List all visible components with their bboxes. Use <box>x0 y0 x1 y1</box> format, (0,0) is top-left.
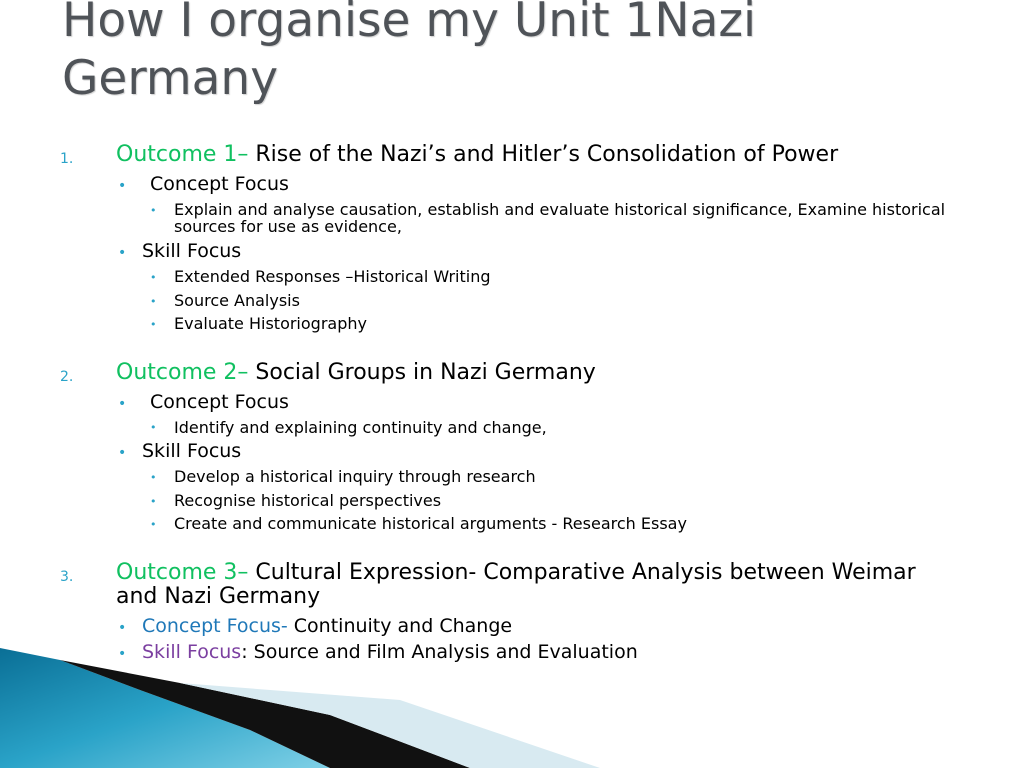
bullet-icon: • <box>150 271 157 284</box>
list-number: 3. <box>60 569 74 585</box>
skill-focus-line <box>142 641 638 663</box>
skill-item: Recognise historical perspectives <box>174 491 442 510</box>
bullet-icon: • <box>118 646 127 662</box>
concept-focus-label: Concept Focus- <box>142 615 294 637</box>
outcome-title: Cultural Expression- Comparative Analysis between Weimar and Nazi Germany <box>116 560 916 609</box>
skill-item: Evaluate Historiography <box>174 314 367 333</box>
outcome-label: Outcome 3– <box>116 560 256 585</box>
bullet-icon: • <box>118 396 127 412</box>
slide-title: How I organise my Unit 1Nazi Germany <box>62 0 757 106</box>
bullet-icon: • <box>118 445 127 461</box>
bullet-icon: • <box>150 518 157 531</box>
bullet-icon: • <box>118 620 127 636</box>
concept-focus-label: Concept Focus <box>150 173 289 195</box>
skill-item: Extended Responses –Historical Writing <box>174 267 491 286</box>
skill-item: Create and communicate historical arguments - Research Essay <box>174 514 687 533</box>
list-number: 1. <box>60 151 74 167</box>
concept-item: Explain and analyse causation, establish and evaluate historical significance, Examine historical sources for use as evidence, <box>174 200 946 236</box>
outcome-label: Outcome 2– <box>116 360 256 385</box>
bullet-icon: • <box>150 318 157 331</box>
skill-item: Source Analysis <box>174 291 300 310</box>
concept-item: Identify and explaining continuity and change, <box>174 418 547 437</box>
skill-focus-label: Skill Focus <box>142 240 242 262</box>
bullet-icon: • <box>118 245 127 261</box>
concept-focus-line <box>142 615 512 637</box>
skill-focus-text: : Source and Film Analysis and Evaluation <box>241 641 638 663</box>
outcome-heading <box>116 561 956 609</box>
bullet-icon: • <box>150 204 157 217</box>
outcome-title: Rise of the Nazi’s and Hitler’s Consolidation of Power <box>255 142 839 167</box>
skill-focus-label: Skill Focus <box>142 641 242 663</box>
bullet-icon: • <box>150 471 157 484</box>
outcome-heading <box>116 143 956 167</box>
outcome-heading <box>116 361 956 385</box>
bullet-icon: • <box>150 421 157 434</box>
skill-focus-label: Skill Focus <box>142 440 242 462</box>
skill-item: Develop a historical inquiry through research <box>174 467 536 486</box>
bullet-icon: • <box>150 295 157 308</box>
outcome-title: Social Groups in Nazi Germany <box>255 360 596 385</box>
concept-focus-label: Concept Focus <box>150 391 289 413</box>
outcome-label: Outcome 1– <box>116 142 256 167</box>
bullet-icon: • <box>150 495 157 508</box>
list-number: 2. <box>60 369 74 385</box>
concept-focus-text: Continuity and Change <box>293 615 513 637</box>
bullet-icon: • <box>118 178 127 194</box>
